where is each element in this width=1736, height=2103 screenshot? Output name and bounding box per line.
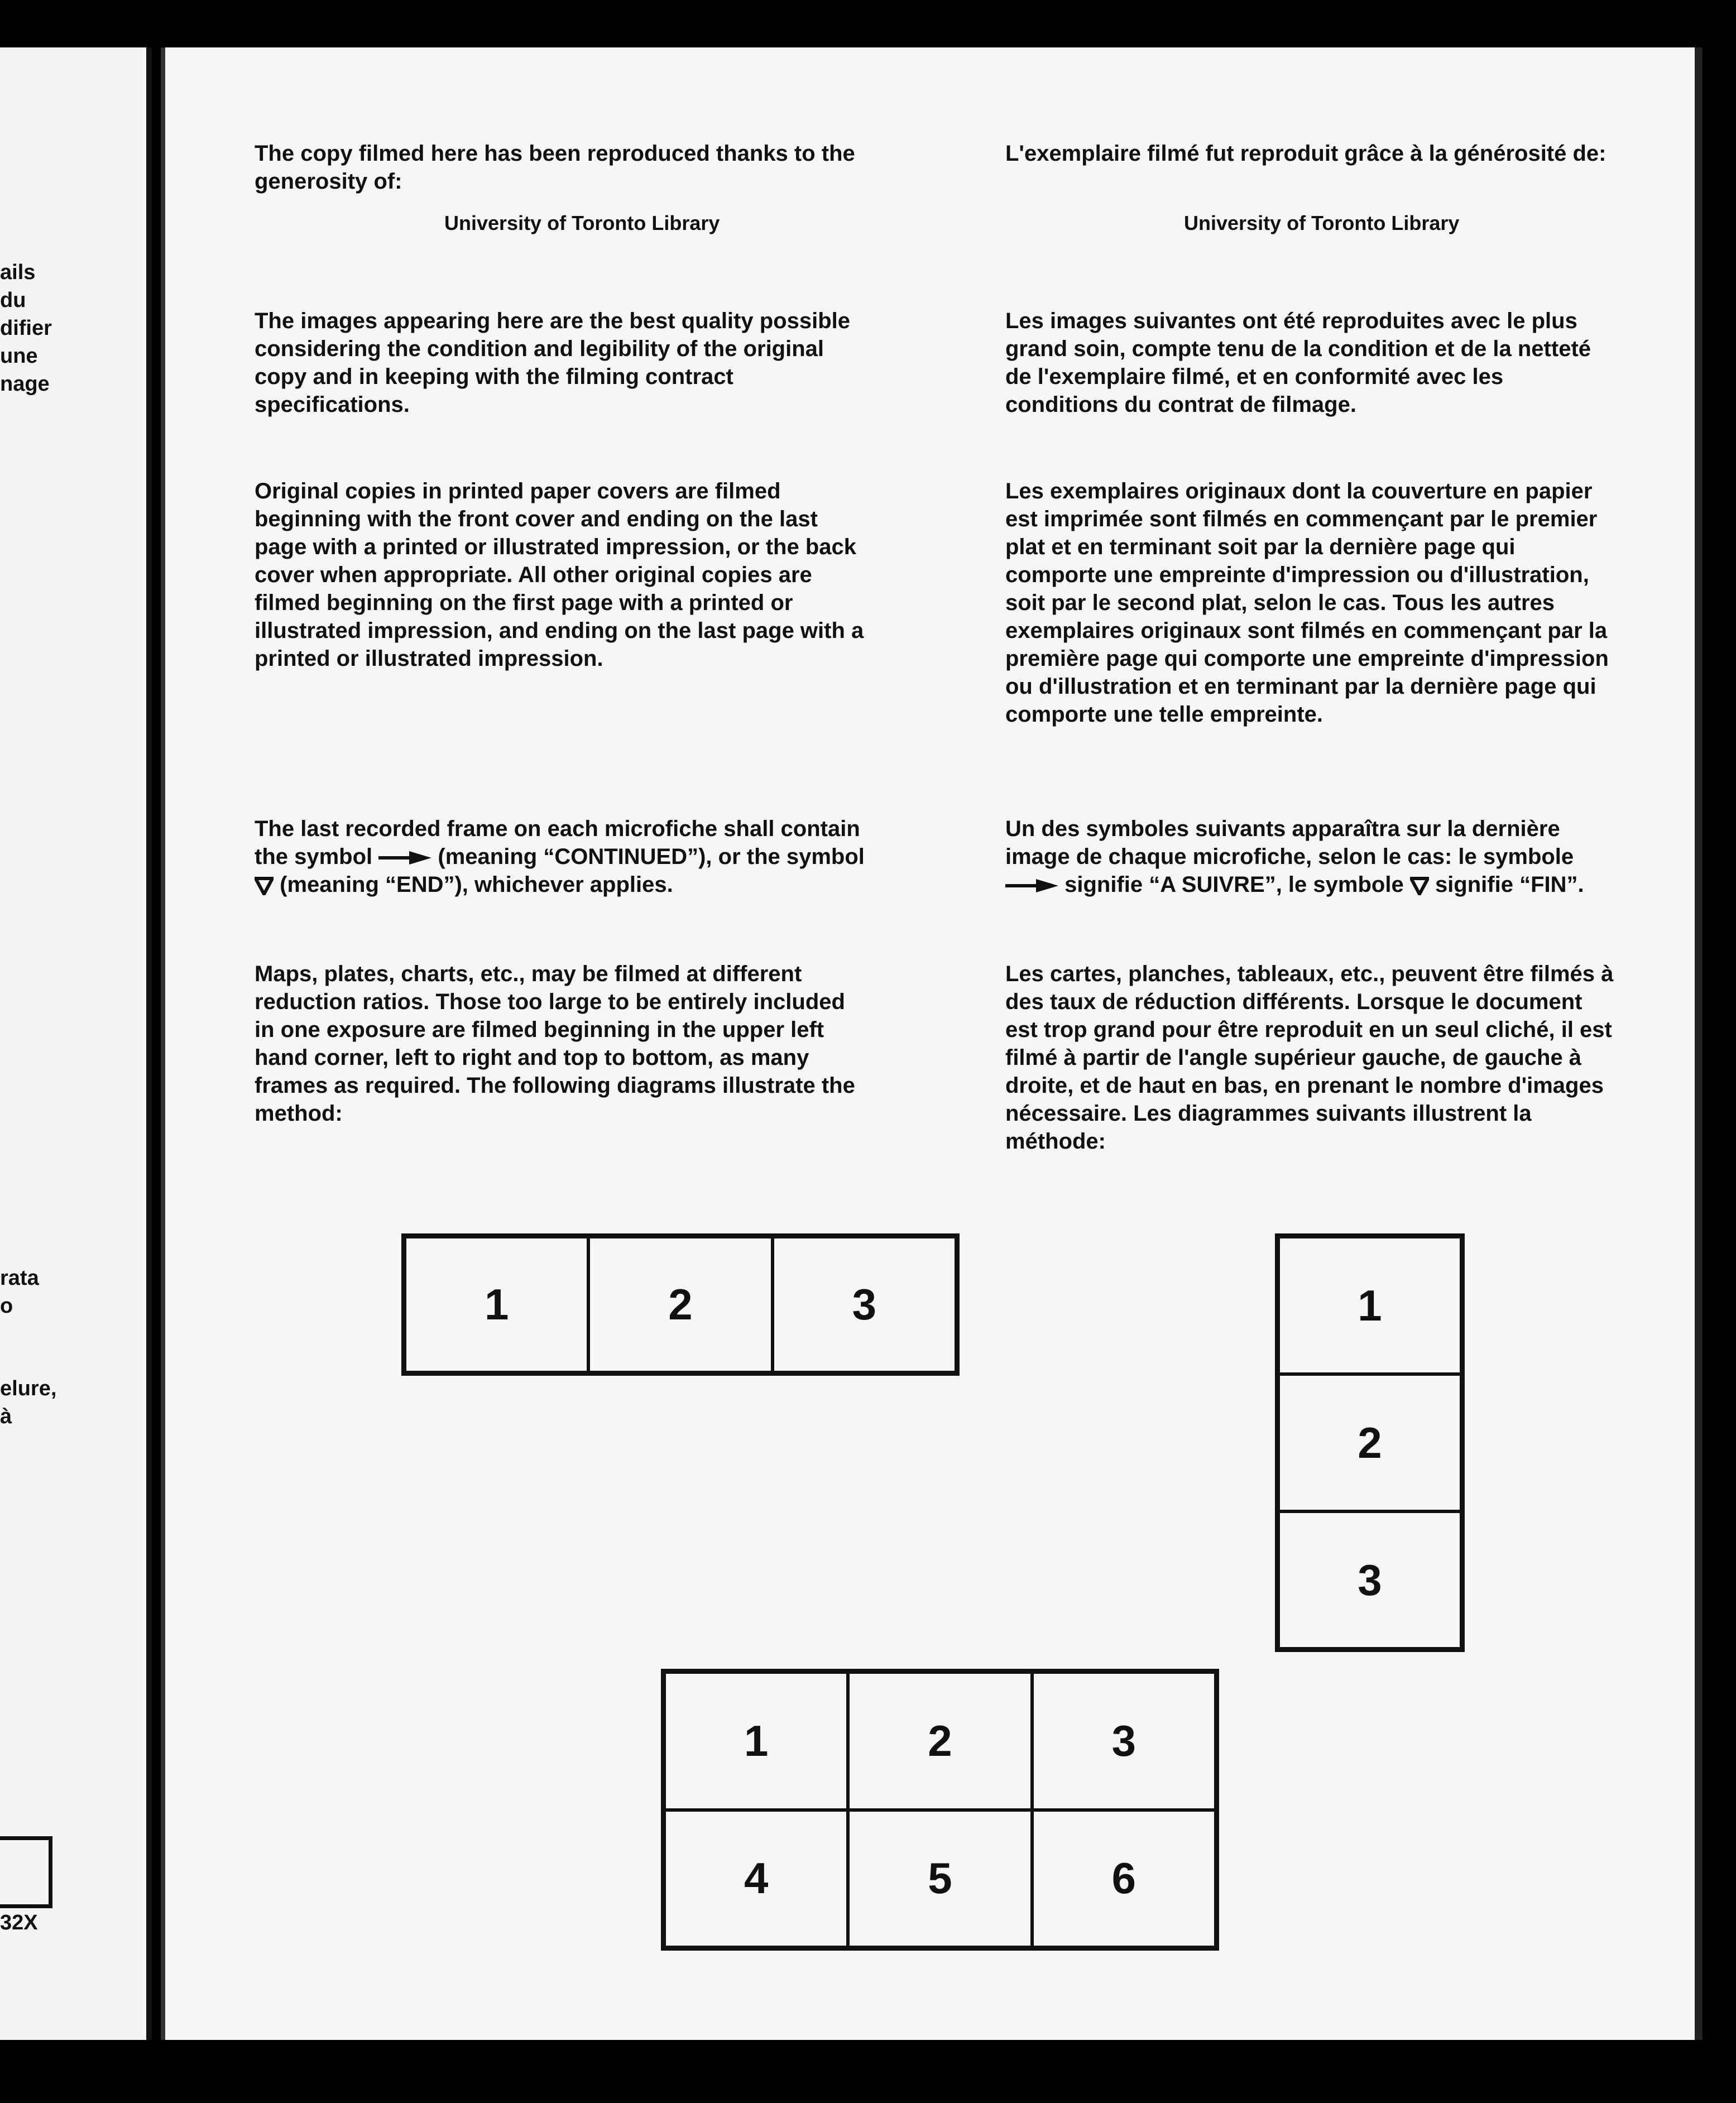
diagram-cell: 1 bbox=[405, 1237, 588, 1372]
fragment-text: difier bbox=[0, 316, 52, 340]
adjacent-page-fragment bbox=[0, 47, 152, 2040]
end-triangle-icon bbox=[1410, 876, 1429, 895]
diagram-column bbox=[1275, 1233, 1465, 1652]
intro-text: The copy filmed here has been reproduced thanks to the generosity of: bbox=[255, 141, 855, 194]
diagram-cell: 3 bbox=[773, 1237, 956, 1372]
symbols-text-c: (meaning “END”), whichever applies. bbox=[280, 872, 673, 897]
fragment-text: nage bbox=[0, 372, 50, 396]
fragment-text: elure, bbox=[0, 1377, 57, 1400]
fragment-text: ails bbox=[0, 261, 36, 284]
microfiche-target-page bbox=[161, 47, 1703, 2040]
diagram-cell: 2 bbox=[588, 1237, 772, 1372]
fragment-text: à bbox=[0, 1405, 12, 1428]
diagram-grid bbox=[661, 1669, 1219, 1951]
library-name: University of Toronto Library bbox=[444, 212, 720, 234]
paragraph-symbols bbox=[255, 815, 869, 899]
fragment-text: une bbox=[0, 344, 38, 368]
paragraph-originals: Original copies in printed paper covers are filmed beginning with the front cover and ending on the last page with a printed or illustrated impression, or the back cover when appropriate. All other original copies are filmed beginning on the first page with a printed or illustrated impression, and ending on the last page with a printed or illustrated impression. bbox=[255, 479, 864, 671]
symbols-text-c: signifie “FIN”. bbox=[1435, 872, 1584, 897]
symbols-text-b: signifie “A SUIVRE”, le symbole bbox=[1064, 872, 1404, 897]
diagram-cell: 3 bbox=[1278, 1511, 1461, 1649]
diagram-cell: 6 bbox=[1032, 1810, 1216, 1948]
paragraph-maps: Maps, plates, charts, etc., may be filmed at different reduction ratios. Those too large to be entirely included in one exposure are filmed beginning in the upper left hand corner, left to right and top to bottom, as many frames as required. The following diagrams illustrate the method: bbox=[255, 962, 855, 1126]
diagram-cell: 2 bbox=[1278, 1374, 1461, 1511]
paragraph-quality: The images appearing here are the best quality possible considering the condition and legibility of the original copy and in keeping with the filming contract specifications. bbox=[255, 309, 850, 417]
diagram-cell: 1 bbox=[664, 1672, 848, 1810]
paragraph-maps: Les cartes, planches, tableaux, etc., peuvent être filmés à des taux de réduction différents. Lorsque le document est trop grand pour être reproduit en un seul cliché, il est filmé à partir de l'angle supérieur gauche, de gauche à droite, et de haut en bas, en prenant le nombre d'images nécessaire. Les diagrammes suivants illustrent la méthode: bbox=[1005, 962, 1614, 1154]
end-triangle-icon bbox=[255, 876, 274, 895]
symbols-text-a: Un des symboles suivants apparaîtra sur la dernière image de chaque microfiche, selon le cas: le symbole bbox=[1005, 817, 1574, 869]
diagram-cell: 3 bbox=[1032, 1672, 1216, 1810]
fragment-text: o bbox=[0, 1294, 13, 1318]
fragment-text: du bbox=[0, 289, 26, 312]
paragraph-originals: Les exemplaires originaux dont la couverture en papier est imprimée sont filmés en commençant par le premier plat et en terminant soit par la dernière page qui comporte une empreinte d'impression ou d'illustration, soit par le second plat, selon le cas. Tous les autres exemplaires originaux sont filmés en commençant par la première page qui comporte une empreinte d'impression ou d'illustration et en terminant par la dernière page qui comporte une telle empreinte. bbox=[1005, 479, 1609, 727]
symbols-text-b: (meaning “CONTINUED”), or the symbol bbox=[438, 844, 865, 869]
symbols-text-a: The last recorded frame on each microfiche shall contain the symbol bbox=[255, 817, 860, 869]
library-name: University of Toronto Library bbox=[1184, 212, 1460, 234]
paragraph-symbols bbox=[1005, 815, 1619, 899]
diagram-cell: 4 bbox=[664, 1810, 848, 1948]
continued-arrow-icon bbox=[1005, 879, 1058, 892]
diagram-cell: 5 bbox=[848, 1810, 1032, 1948]
fragment-box bbox=[0, 1836, 52, 1908]
diagram-cell: 1 bbox=[1278, 1237, 1461, 1374]
fragment-text: rata bbox=[0, 1266, 39, 1290]
continued-arrow-icon bbox=[378, 851, 431, 865]
paragraph-quality: Les images suivantes ont été reproduites avec le plus grand soin, compte tenu de la condition et de la netteté de l'exemplaire filmé, et en conformité avec les conditions du contrat de filmage. bbox=[1005, 309, 1591, 417]
fragment-text: 32X bbox=[0, 1911, 38, 1934]
diagram-cell: 2 bbox=[848, 1672, 1032, 1810]
intro-text: L'exemplaire filmé fut reproduit grâce à la générosité de: bbox=[1005, 141, 1606, 166]
diagram-row bbox=[401, 1233, 960, 1376]
